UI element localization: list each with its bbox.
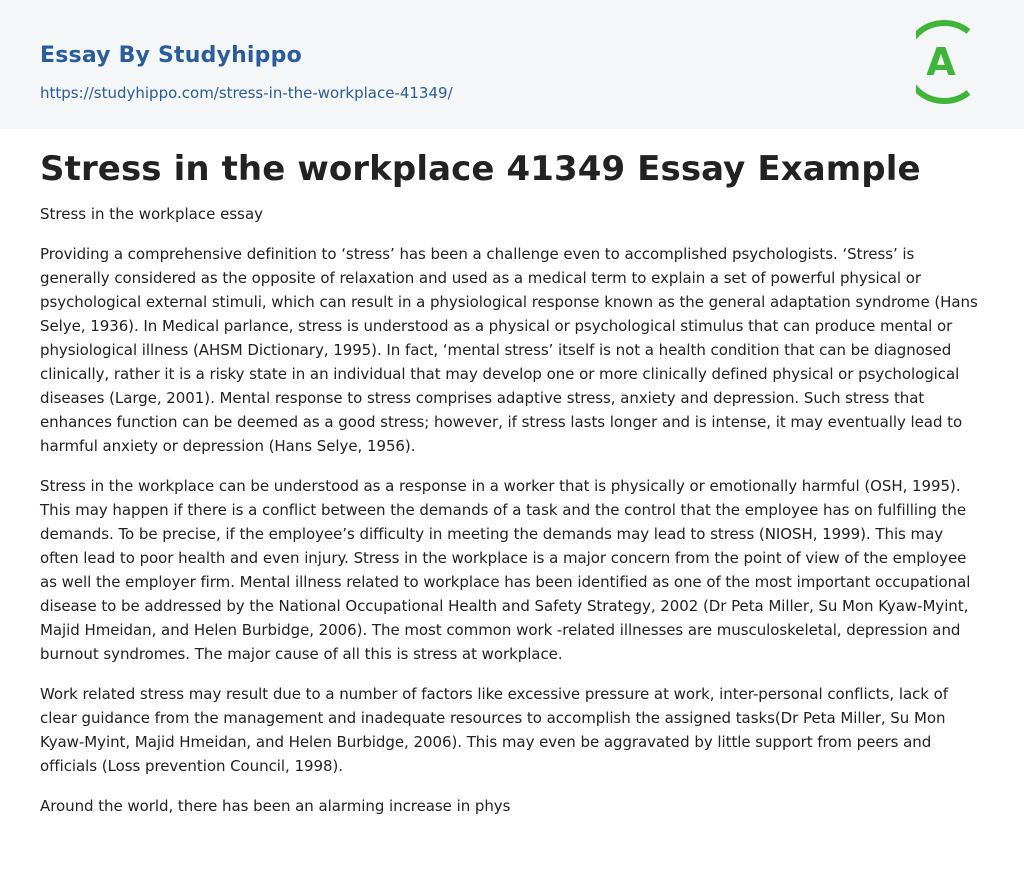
- logo-letter: A: [926, 40, 956, 84]
- paragraph-1: Providing a comprehensive definition to ‘stress’ has been a challenge even to accomplished psychologists. ‘Stress’ is generally considered as the opposite of relaxation and used as a medical term to explain a set of powerful physical or psychological external stimuli, which can result in a physiological response known as the general adaptation syndrome (Hans Selye, 1936). In Medical parlance, stress is understood as a physical or psychological stimulus that can produce mental or physiological illness (AHSM Dictionary, 1995). In fact, ‘mental stress’ itself is not a health condition that can be diagnosed clinically, rather it is a risky state in an individual that may develop one or more clinically defined physical or psychological diseases (Large, 2001). Mental response to stress comprises adaptive stress, anxiety and depression. Such stress that enhances function can be deemed as a good stress; however, if stress lasts longer and is intense, it may eventually lead to harmful anxiety or depression (Hans Selye, 1956).: [40, 245, 978, 455]
- studyhippo-logo-icon[interactable]: [916, 18, 984, 106]
- site-name[interactable]: Essay By Studyhippo: [40, 43, 302, 68]
- article: [0, 148, 1024, 818]
- paragraph-4: Around the world, there has been an alarming increase in phys: [40, 797, 511, 815]
- page-url-link[interactable]: https://studyhippo.com/stress-in-the-workplace-41349/: [40, 84, 453, 102]
- article-subtitle: Stress in the workplace essay: [40, 205, 264, 223]
- site-header: [0, 0, 1024, 129]
- paragraph-2: Stress in the workplace can be understood as a response in a worker that is physically or emotionally harmful (OSH, 1995). This may happen if there is a conflict between the demands of a task and the control that the employee has on fulfilling the demands. To be precise, if the employee’s difficulty in meeting the demands may lead to stress (NIOSH, 1999). This may often lead to poor health and even injury. Stress in the workplace is a major concern from the point of view of the employee as well the employer firm. Mental illness related to workplace has been identified as one of the most important occupational disease to be addressed by the National Occupational Health and Safety Strategy, 2002 (Dr Peta Miller, Su Mon Kyaw-Myint, Majid Hmeidan, and Helen Burbidge, 2006). The most common work -related illnesses are musculoskeletal, depression and burnout syndromes. The major cause of all this is stress at workplace.: [40, 477, 971, 663]
- paragraph-3: Work related stress may result due to a number of factors like excessive pressure at work, inter-personal conflicts, lack of clear guidance from the management and inadequate resources to accomplish the assigned tasks(Dr Peta Miller, Su Mon Kyaw-Myint, Majid Hmeidan, and Helen Burbidge, 2006). This may even be aggravated by little support from peers and officials (Loss prevention Council, 1998).: [40, 685, 949, 775]
- page-title: Stress in the workplace 41349 Essay Example: [40, 149, 921, 189]
